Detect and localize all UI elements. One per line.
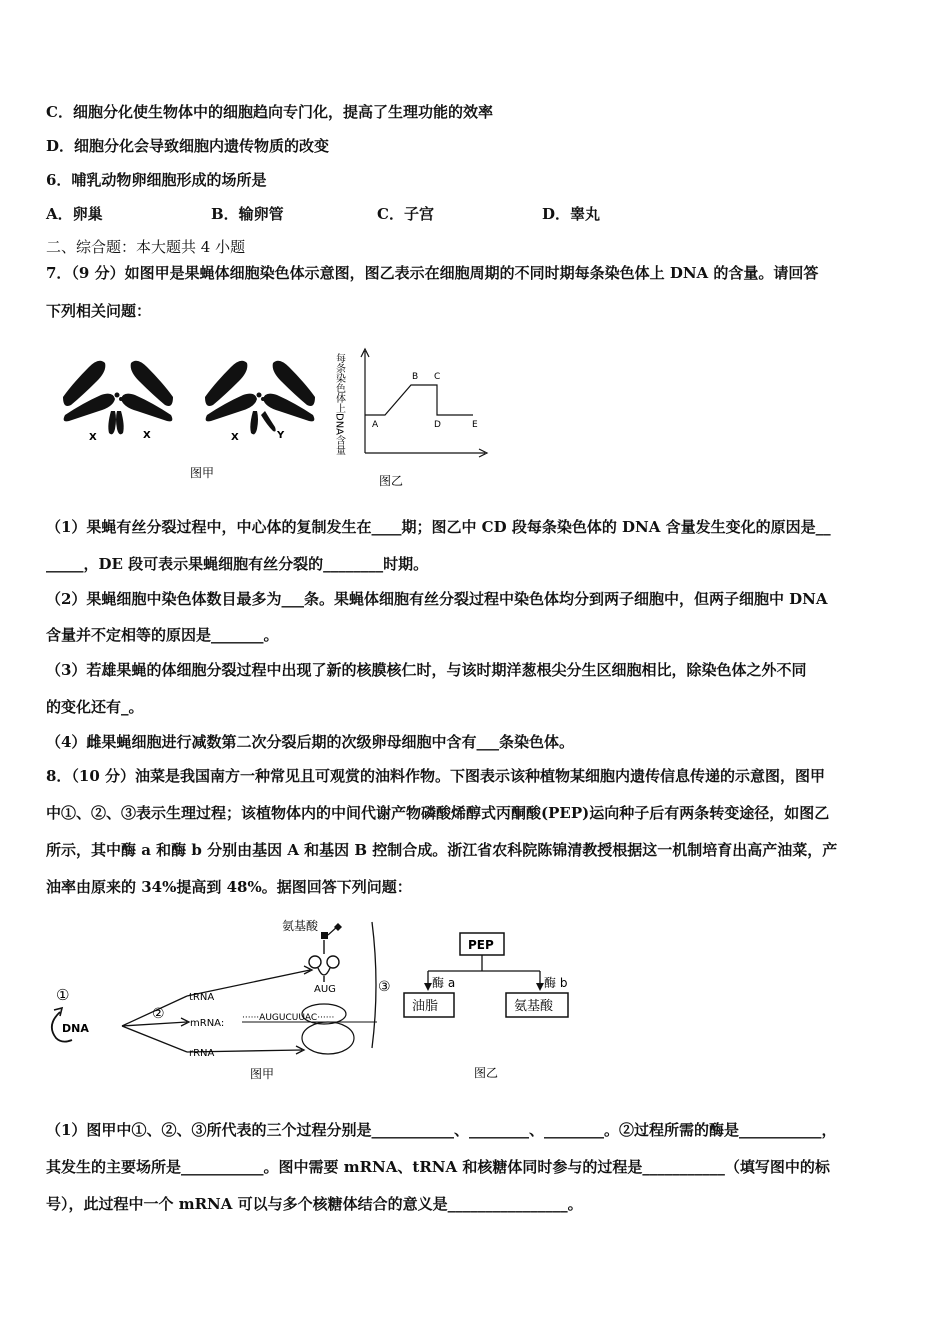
dna-label: DNA [62,1022,89,1035]
amino-acid-box-label: 氨基酸 [514,999,554,1014]
chromosome-set-female [63,361,173,435]
amino-acid-label: 氨基酸 [282,919,319,933]
point-e: E [472,420,478,430]
q8-figure-jia [42,910,402,1085]
arrow-to-oil [424,983,432,991]
ribosome-large-subunit [302,1022,354,1054]
q7-figure-yi [335,345,495,490]
arrow-to-amino [536,983,544,991]
q7-part3-line1: （3）若雄果蝇的体细胞分裂过程中出现了新的核膜核仁时，与该时期洋葱根尖分生区细胞相比，除染色体之外不同 [46,661,807,679]
q8-part1-line2: 其发生的主要场所是___________。图中需要 mRNA、tRNA 和核糖体同时参与的过程是___________（填写图中的标 [46,1158,830,1176]
mrna-sequence: ······AUGUCUUAC······ [242,1013,335,1023]
q7-part4: （4）雌果蝇细胞进行减数第二次分裂后期的次级卵母细胞中含有___条染色体。 [46,733,574,751]
q7-part2-line2: 含量并不定相等的原因是_______。 [46,626,279,644]
caption-jia-q8: 图甲 [250,1067,275,1081]
transcription-arrows [122,966,312,1054]
q7-stem-line1: 7．（9 分）如图甲是果蝇体细胞染色体示意图，图乙表示在细胞周期的不同时期每条染色体上 DNA 的含量。请回答 [46,264,819,282]
q8-part1-line3: 号），此过程中一个 mRNA 可以与多个核糖体结合的意义是________________。 [46,1195,583,1213]
q7-figure-jia [55,345,330,485]
q6-option-b: B．输卵管 [211,205,284,223]
q8-figure-yi [400,925,585,1085]
enzyme-a-label: 酶 a [432,976,456,990]
section-2-heading: 二、综合题：本大题共 4 小题 [46,238,246,256]
label-x1: X [89,432,97,443]
process-3-bracket [372,922,376,1048]
q5-option-c: C．细胞分化使生物体中的细胞趋向专门化，提高了生理功能的效率 [46,103,493,121]
q5-option-d: D．细胞分化会导致细胞内遗传物质的改变 [46,137,330,155]
point-d: D [434,420,441,430]
q7-stem-line2: 下列相关问题： [46,302,152,320]
trna-cloverleaf [309,940,339,982]
oil-label: 油脂 [412,999,439,1014]
q6-option-c: C．子宫 [377,205,434,223]
amino-acid-square [321,932,328,939]
q8-stem-line4: 油率由原来的 34%提高到 48%。据图回答下列问题： [46,878,412,896]
caption-yi: 图乙 [379,474,404,488]
caption-jia: 图甲 [190,466,215,480]
q6-option-a: A．卵巢 [46,205,103,223]
trna-label: tRNA [189,992,215,1003]
label-x3: X [231,432,239,443]
q7-part1-line2: _____，DE 段可表示果蝇细胞有丝分裂的________时期。 [46,555,429,573]
label-x2: X [143,430,151,441]
amino-acid-diamond [334,923,342,931]
q8-stem-line3: 所示，其中酶 a 和酶 b 分别由基因 A 和基因 B 控制合成。浙江省农科院陈锦清教授根据这一机制培育出高产油菜，产 [46,841,838,859]
chromosome-set-male [205,361,315,435]
aug-label: AUG [314,984,336,995]
q7-part3-line2: 的变化还有_。 [46,698,144,716]
circle-3: ③ [378,979,391,995]
rrna-label: rRNA [189,1048,215,1059]
caption-yi-q8: 图乙 [474,1066,499,1080]
mrna-label: mRNA: [190,1018,225,1029]
point-c: C [434,372,441,382]
point-b: B [412,372,419,382]
point-a: A [372,420,379,430]
y-axis-label: 每条染色体上DNA含量 [333,353,345,456]
q7-part1-line1: （1）果蝇有丝分裂过程中，中心体的复制发生在____期；图乙中 CD 段每条染色体的 DNA 含量发生变化的原因是__ [46,518,831,536]
circle-2: ② [152,1006,165,1022]
q8-stem-line2: 中①、②、③表示生理过程；该植物体内的中间代谢产物磷酸烯醇式丙酮酸(PEP)运向种子后有两条转变途径，如图乙 [46,804,830,822]
pep-label: PEP [468,938,494,952]
circle-1: ① [56,986,70,1004]
q6-stem: 6．哺乳动物卵细胞形成的场所是 [46,171,267,189]
label-y: Y [277,430,285,441]
q7-part2-line1: （2）果蝇细胞中染色体数目最多为___条。果蝇体细胞有丝分裂过程中染色体均分到两子细胞中，但两子细胞中 DNA [46,590,828,608]
q6-option-d: D．睾丸 [542,205,601,223]
enzyme-b-label: 酶 b [544,976,568,990]
dna-content-line [365,385,473,415]
q8-part1-line1: （1）图甲中①、②、③所代表的三个过程分别是___________、________、________。②过程所需的酶是___________， [46,1121,837,1139]
q8-stem-line1: 8．（10 分）油菜是我国南方一种常见且可观赏的油料作物。下图表示该种植物某细胞内遗传信息传递的示意图，图甲 [46,767,826,785]
